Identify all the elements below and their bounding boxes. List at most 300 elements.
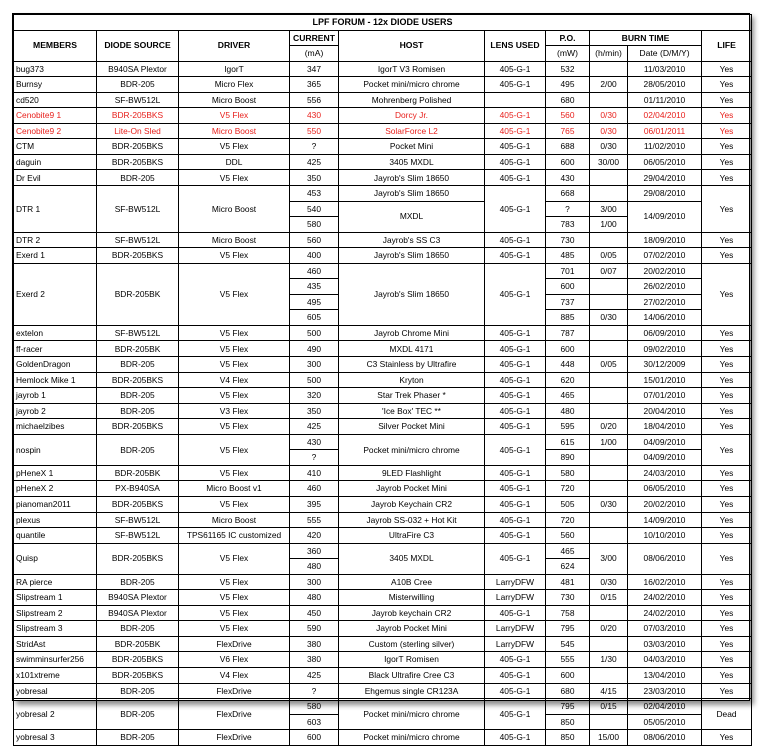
driver-cell: IgorT <box>179 61 290 77</box>
member-cell: StridAst <box>14 636 97 652</box>
burn-cell <box>590 294 628 310</box>
diode-cell: SF-BW512L <box>97 325 179 341</box>
life-cell: Yes <box>702 730 752 746</box>
burn-cell <box>590 170 628 186</box>
po-cell: 783 <box>546 217 590 233</box>
current-cell: 395 <box>290 496 339 512</box>
host-cell: 9LED Flashlight <box>339 465 485 481</box>
table-row <box>14 605 752 621</box>
date-cell: 18/04/2010 <box>628 419 702 435</box>
table-row <box>14 341 752 357</box>
po-cell: 720 <box>546 512 590 528</box>
lens-cell: 405-G-1 <box>485 512 546 528</box>
current-cell: 480 <box>290 590 339 606</box>
spreadsheet <box>12 13 750 743</box>
po-cell: 600 <box>546 341 590 357</box>
table-row <box>14 92 752 108</box>
table-row <box>14 543 752 559</box>
lens-cell: 405-G-1 <box>485 123 546 139</box>
current-cell: 453 <box>290 186 339 202</box>
po-cell: 600 <box>546 154 590 170</box>
burn-cell <box>590 714 628 730</box>
lens-cell: 405-G-1 <box>485 77 546 93</box>
po-cell: 555 <box>546 652 590 668</box>
diode-cell: Lite-On Sled <box>97 123 179 139</box>
life-cell: Yes <box>702 574 752 590</box>
burn-cell: 0/05 <box>590 248 628 264</box>
diode-cell: SF-BW512L <box>97 92 179 108</box>
host-cell: Jayrob Keychain CR2 <box>339 496 485 512</box>
current-cell: 347 <box>290 61 339 77</box>
po-cell: 890 <box>546 450 590 466</box>
member-cell: DTR 2 <box>14 232 97 248</box>
po-cell: 701 <box>546 263 590 279</box>
host-cell: Ehgemus single CR123A <box>339 683 485 699</box>
burn-cell <box>590 465 628 481</box>
table-row <box>14 590 752 606</box>
life-cell: Yes <box>702 108 752 124</box>
po-cell: 758 <box>546 605 590 621</box>
member-cell: Slipstream 3 <box>14 621 97 637</box>
table-row <box>14 465 752 481</box>
host-cell: 3405 MXDL <box>339 543 485 574</box>
table-row <box>14 574 752 590</box>
current-cell: 560 <box>290 232 339 248</box>
member-cell: Quisp <box>14 543 97 574</box>
diode-cell: BDR-205BKS <box>97 108 179 124</box>
diode-cell: B940SA Plextor <box>97 590 179 606</box>
driver-cell: Micro Boost <box>179 123 290 139</box>
table-row <box>14 154 752 170</box>
po-cell: 430 <box>546 170 590 186</box>
host-cell: Pocket mini/micro chrome <box>339 699 485 730</box>
lens-cell: 405-G-1 <box>485 357 546 373</box>
current-cell: 580 <box>290 217 339 233</box>
date-cell: 11/03/2010 <box>628 61 702 77</box>
burn-cell: 0/20 <box>590 419 628 435</box>
col-host: HOST <box>339 30 485 61</box>
diode-cell: BDR-205BK <box>97 465 179 481</box>
host-cell: Jayrob's Slim 18650 <box>339 263 485 325</box>
burn-cell: 0/15 <box>590 590 628 606</box>
date-cell: 13/04/2010 <box>628 667 702 683</box>
driver-cell: V5 Flex <box>179 621 290 637</box>
diode-cell: B940SA Plextor <box>97 61 179 77</box>
life-cell: Yes <box>702 341 752 357</box>
driver-cell: V5 Flex <box>179 388 290 404</box>
member-cell: GoldenDragon <box>14 357 97 373</box>
host-cell: Dorcy Jr. <box>339 108 485 124</box>
driver-cell: DDL <box>179 154 290 170</box>
lens-cell: 405-G-1 <box>485 263 546 325</box>
life-cell: Yes <box>702 357 752 373</box>
table-row <box>14 512 752 528</box>
table-row <box>14 139 752 155</box>
date-cell: 29/08/2010 <box>628 186 702 202</box>
driver-cell: Micro Boost <box>179 232 290 248</box>
current-cell: 430 <box>290 434 339 450</box>
current-cell: 400 <box>290 248 339 264</box>
lens-cell: 405-G-1 <box>485 652 546 668</box>
burn-cell: 1/30 <box>590 652 628 668</box>
driver-cell: FlexDrive <box>179 730 290 746</box>
driver-cell: FlexDrive <box>179 636 290 652</box>
date-cell: 11/02/2010 <box>628 139 702 155</box>
host-cell: Kryton <box>339 372 485 388</box>
member-cell: quantile <box>14 528 97 544</box>
current-cell: 350 <box>290 403 339 419</box>
burn-cell: 4/15 <box>590 683 628 699</box>
table-row <box>14 123 752 139</box>
driver-cell: V5 Flex <box>179 419 290 435</box>
member-cell: Slipstream 1 <box>14 590 97 606</box>
lens-cell: 405-G-1 <box>485 186 546 233</box>
host-cell: Silver Pocket Mini <box>339 419 485 435</box>
po-cell: 850 <box>546 714 590 730</box>
lens-cell: 405-G-1 <box>485 248 546 264</box>
life-cell: Yes <box>702 154 752 170</box>
date-cell: 03/03/2010 <box>628 636 702 652</box>
host-cell: Pocket mini/micro chrome <box>339 77 485 93</box>
po-cell: 730 <box>546 590 590 606</box>
table-row <box>14 621 752 637</box>
member-cell: bug373 <box>14 61 97 77</box>
life-cell: Yes <box>702 621 752 637</box>
member-cell: jayrob 2 <box>14 403 97 419</box>
date-cell: 02/04/2010 <box>628 699 702 715</box>
po-cell: 545 <box>546 636 590 652</box>
member-cell: yobresal <box>14 683 97 699</box>
col-burn-unit: (h/min) <box>590 46 628 62</box>
po-cell: 465 <box>546 543 590 559</box>
current-cell: 300 <box>290 574 339 590</box>
table-row <box>14 372 752 388</box>
po-cell: 495 <box>546 77 590 93</box>
col-diode-source: DIODE SOURCE <box>97 30 179 61</box>
lens-cell: LarryDFW <box>485 636 546 652</box>
host-cell: Black Ultrafire Cree C3 <box>339 667 485 683</box>
date-cell: 20/02/2010 <box>628 496 702 512</box>
burn-cell: 0/30 <box>590 139 628 155</box>
life-cell: Yes <box>702 528 752 544</box>
driver-cell: V5 Flex <box>179 139 290 155</box>
lens-cell: 405-G-1 <box>485 496 546 512</box>
diode-cell: BDR-205BKS <box>97 154 179 170</box>
member-cell: yobresal 3 <box>14 730 97 746</box>
date-cell: 24/02/2010 <box>628 605 702 621</box>
diode-cell: SF-BW512L <box>97 232 179 248</box>
diode-cell: BDR-205 <box>97 574 179 590</box>
host-cell: MXDL <box>339 201 485 232</box>
driver-cell: V5 Flex <box>179 574 290 590</box>
burn-cell: 3/00 <box>590 201 628 217</box>
current-cell: 425 <box>290 154 339 170</box>
burn-cell <box>590 667 628 683</box>
driver-cell: V5 Flex <box>179 465 290 481</box>
date-cell: 14/09/2010 <box>628 512 702 528</box>
driver-cell: V5 Flex <box>179 496 290 512</box>
current-cell: 603 <box>290 714 339 730</box>
po-cell: 532 <box>546 61 590 77</box>
diode-cell: SF-BW512L <box>97 186 179 233</box>
po-cell: 505 <box>546 496 590 512</box>
lens-cell: 405-G-1 <box>485 170 546 186</box>
date-cell: 15/01/2010 <box>628 372 702 388</box>
table-row <box>14 77 752 93</box>
lens-cell: LarryDFW <box>485 590 546 606</box>
current-cell: 380 <box>290 652 339 668</box>
table-row <box>14 434 752 450</box>
lens-cell: 405-G-1 <box>485 434 546 465</box>
burn-cell <box>590 512 628 528</box>
current-cell: 600 <box>290 730 339 746</box>
table-row <box>14 388 752 404</box>
current-cell: 460 <box>290 263 339 279</box>
current-cell: 410 <box>290 465 339 481</box>
po-cell: 595 <box>546 419 590 435</box>
date-cell: 10/10/2010 <box>628 528 702 544</box>
member-cell: Cenobite9 1 <box>14 108 97 124</box>
col-members: MEMBERS <box>14 30 97 61</box>
life-cell: Yes <box>702 434 752 465</box>
po-cell: 885 <box>546 310 590 326</box>
life-cell: Yes <box>702 419 752 435</box>
member-cell: x101xtreme <box>14 667 97 683</box>
driver-cell: TPS61165 IC customized <box>179 528 290 544</box>
date-cell: 29/04/2010 <box>628 170 702 186</box>
current-cell: 550 <box>290 123 339 139</box>
life-cell: Yes <box>702 77 752 93</box>
date-cell: 06/01/2011 <box>628 123 702 139</box>
burn-cell <box>590 636 628 652</box>
date-cell: 20/04/2010 <box>628 403 702 419</box>
burn-cell: 2/00 <box>590 77 628 93</box>
burn-cell: 0/20 <box>590 621 628 637</box>
member-cell: Hemlock Mike 1 <box>14 372 97 388</box>
driver-cell: V4 Flex <box>179 372 290 388</box>
po-cell: 680 <box>546 683 590 699</box>
member-cell: daguin <box>14 154 97 170</box>
life-cell: Yes <box>702 139 752 155</box>
life-cell: Yes <box>702 123 752 139</box>
date-cell: 14/06/2010 <box>628 310 702 326</box>
current-cell: 380 <box>290 636 339 652</box>
host-cell: Jayrob SS-032 + Hot Kit <box>339 512 485 528</box>
host-cell: Custom (sterling silver) <box>339 636 485 652</box>
host-cell: Mohrenberg Polished <box>339 92 485 108</box>
table-row <box>14 667 752 683</box>
driver-cell: V5 Flex <box>179 325 290 341</box>
burn-cell <box>590 279 628 295</box>
host-cell: Jayrob Chrome Mini <box>339 325 485 341</box>
burn-cell <box>590 481 628 497</box>
life-cell: Yes <box>702 61 752 77</box>
life-cell: Dead <box>702 699 752 730</box>
lens-cell: 405-G-1 <box>485 699 546 730</box>
host-cell: A10B Cree <box>339 574 485 590</box>
lens-cell: 405-G-1 <box>485 388 546 404</box>
date-cell: 07/02/2010 <box>628 248 702 264</box>
lens-cell: 405-G-1 <box>485 730 546 746</box>
date-cell: 30/12/2009 <box>628 357 702 373</box>
life-cell: Yes <box>702 481 752 497</box>
driver-cell: Micro Boost <box>179 92 290 108</box>
diode-cell: SF-BW512L <box>97 512 179 528</box>
po-cell: 620 <box>546 372 590 388</box>
member-cell: pHeneX 1 <box>14 465 97 481</box>
host-cell: Jayrob keychain CR2 <box>339 605 485 621</box>
member-cell: michaelzibes <box>14 419 97 435</box>
date-cell: 07/03/2010 <box>628 621 702 637</box>
po-cell: 448 <box>546 357 590 373</box>
burn-cell <box>590 232 628 248</box>
driver-cell: V5 Flex <box>179 605 290 621</box>
burn-cell: 1/00 <box>590 434 628 450</box>
host-cell: MXDL 4171 <box>339 341 485 357</box>
burn-cell <box>590 403 628 419</box>
table-row <box>14 403 752 419</box>
diode-cell: BDR-205 <box>97 434 179 465</box>
po-cell: 668 <box>546 186 590 202</box>
lens-cell: 405-G-1 <box>485 325 546 341</box>
current-cell: 450 <box>290 605 339 621</box>
lens-cell: 405-G-1 <box>485 465 546 481</box>
table-row <box>14 248 752 264</box>
diode-cell: BDR-205 <box>97 403 179 419</box>
life-cell: Yes <box>702 605 752 621</box>
current-cell: 425 <box>290 419 339 435</box>
burn-cell <box>590 450 628 466</box>
life-cell: Yes <box>702 667 752 683</box>
col-life: LIFE <box>702 30 752 61</box>
date-cell: 04/09/2010 <box>628 434 702 450</box>
date-cell: 05/05/2010 <box>628 714 702 730</box>
member-cell: Cenobite9 2 <box>14 123 97 139</box>
driver-cell: V5 Flex <box>179 170 290 186</box>
lens-cell: 405-G-1 <box>485 108 546 124</box>
member-cell: yobresal 2 <box>14 699 97 730</box>
driver-cell: Micro Boost <box>179 512 290 528</box>
diode-cell: BDR-205BK <box>97 341 179 357</box>
po-cell: 765 <box>546 123 590 139</box>
po-cell: 580 <box>546 465 590 481</box>
diode-cell: BDR-205 <box>97 683 179 699</box>
driver-cell: FlexDrive <box>179 683 290 699</box>
driver-cell: V5 Flex <box>179 590 290 606</box>
driver-cell: V5 Flex <box>179 543 290 574</box>
burn-cell: 0/30 <box>590 574 628 590</box>
col-burn-time: BURN TIME <box>590 30 702 46</box>
table-row <box>14 652 752 668</box>
diode-cell: B940SA Plextor <box>97 605 179 621</box>
lens-cell: 405-G-1 <box>485 683 546 699</box>
table-row <box>14 496 752 512</box>
burn-cell <box>590 325 628 341</box>
burn-cell: 0/30 <box>590 496 628 512</box>
member-cell: Dr Evil <box>14 170 97 186</box>
current-cell: 556 <box>290 92 339 108</box>
life-cell: Yes <box>702 403 752 419</box>
col-date: Date (D/M/Y) <box>628 46 702 62</box>
burn-cell: 0/15 <box>590 699 628 715</box>
diode-cell: BDR-205 <box>97 621 179 637</box>
current-cell: 425 <box>290 667 339 683</box>
life-cell: Yes <box>702 388 752 404</box>
host-cell: Jayrob's Slim 18650 <box>339 248 485 264</box>
current-cell: 540 <box>290 201 339 217</box>
date-cell: 06/09/2010 <box>628 325 702 341</box>
driver-cell: FlexDrive <box>179 699 290 730</box>
diode-cell: BDR-205 <box>97 699 179 730</box>
member-cell: pHeneX 2 <box>14 481 97 497</box>
host-cell: 3405 MXDL <box>339 154 485 170</box>
current-cell: 555 <box>290 512 339 528</box>
life-cell: Yes <box>702 590 752 606</box>
life-cell: Yes <box>702 512 752 528</box>
life-cell: Yes <box>702 465 752 481</box>
lens-cell <box>485 92 546 108</box>
current-cell: 435 <box>290 279 339 295</box>
host-cell: Jayrob's Slim 18650 <box>339 170 485 186</box>
life-cell: Yes <box>702 232 752 248</box>
lens-cell: LarryDFW <box>485 574 546 590</box>
diode-cell: BDR-205BKS <box>97 543 179 574</box>
life-cell: Yes <box>702 372 752 388</box>
driver-cell: V3 Flex <box>179 403 290 419</box>
lens-cell: 405-G-1 <box>485 232 546 248</box>
driver-cell: V5 Flex <box>179 434 290 465</box>
table-row <box>14 232 752 248</box>
table-row <box>14 683 752 699</box>
member-cell: swimminsurfer256 <box>14 652 97 668</box>
current-cell: 365 <box>290 77 339 93</box>
driver-cell: V5 Flex <box>179 263 290 325</box>
host-cell: Pocket mini/micro chrome <box>339 730 485 746</box>
col-driver: DRIVER <box>179 30 290 61</box>
po-cell: 560 <box>546 528 590 544</box>
po-cell: 481 <box>546 574 590 590</box>
driver-cell: V4 Flex <box>179 667 290 683</box>
col-lens: LENS USED <box>485 30 546 61</box>
burn-cell: 1/00 <box>590 217 628 233</box>
diode-cell: BDR-205BKS <box>97 372 179 388</box>
host-cell: Star Trek Phaser * <box>339 388 485 404</box>
lens-cell: 405-G-1 <box>485 341 546 357</box>
date-cell: 04/09/2010 <box>628 450 702 466</box>
diode-cell: BDR-205BK <box>97 263 179 325</box>
table-row <box>14 699 752 715</box>
current-cell: 590 <box>290 621 339 637</box>
table-row <box>14 325 752 341</box>
table-row <box>14 357 752 373</box>
host-cell: UltraFire C3 <box>339 528 485 544</box>
burn-cell <box>590 341 628 357</box>
burn-cell: 0/05 <box>590 357 628 373</box>
diode-cell: BDR-205 <box>97 388 179 404</box>
burn-cell: 0/07 <box>590 263 628 279</box>
diode-cell: SF-BW512L <box>97 528 179 544</box>
burn-cell: 0/30 <box>590 123 628 139</box>
life-cell: Yes <box>702 170 752 186</box>
table-row <box>14 170 752 186</box>
life-cell: Yes <box>702 496 752 512</box>
life-cell: Yes <box>702 248 752 264</box>
lens-cell: 405-G-1 <box>485 543 546 574</box>
host-cell: 'Ice Box' TEC ** <box>339 403 485 419</box>
driver-cell: Micro Boost v1 <box>179 481 290 497</box>
diode-cell: BDR-205BKS <box>97 652 179 668</box>
burn-cell <box>590 186 628 202</box>
